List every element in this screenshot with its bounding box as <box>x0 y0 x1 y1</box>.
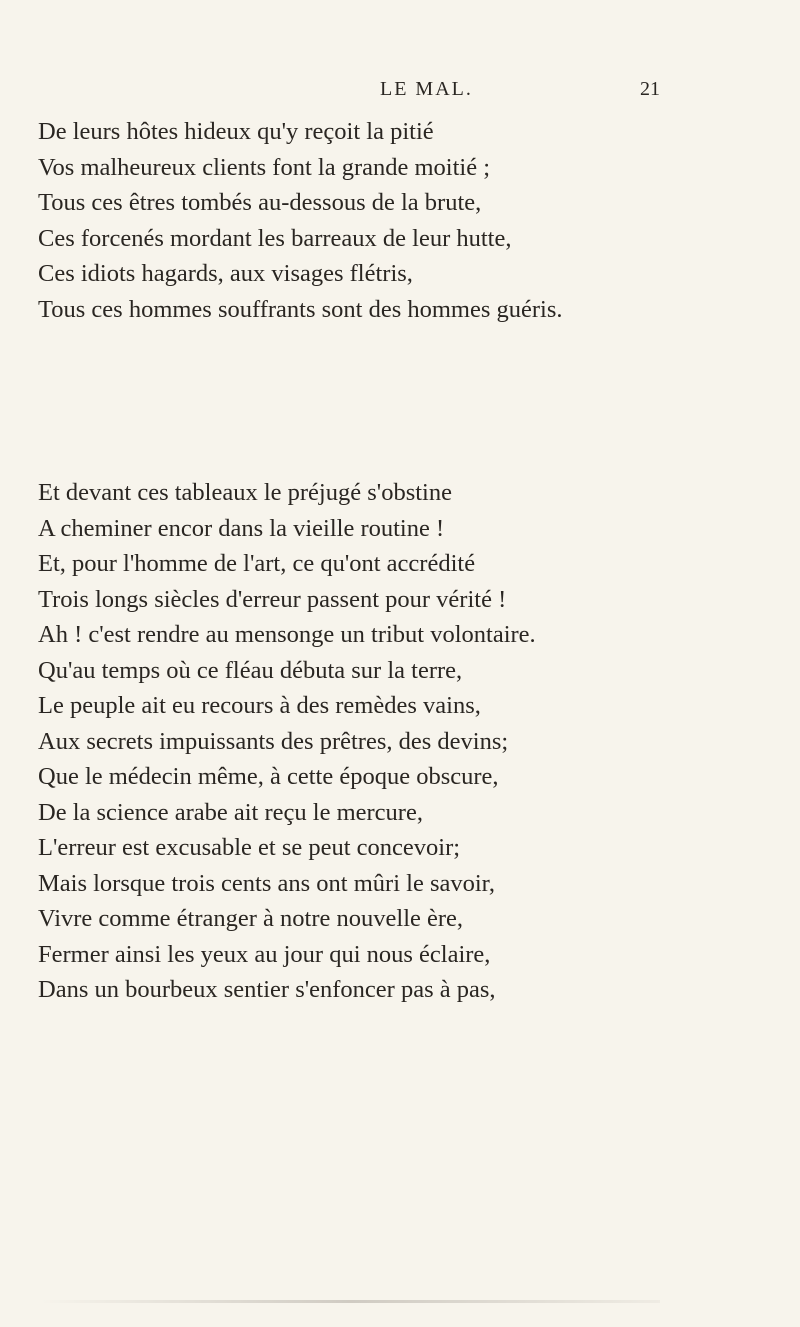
verse-line: Et devant ces tableaux le préjugé s'obstine <box>38 479 452 506</box>
verse-line: Et, pour l'homme de l'art, ce qu'ont accrédité <box>38 550 476 577</box>
verse-line: Aux secrets impuissants des prêtres, des devins; <box>38 727 509 755</box>
verse-line: Tous ces hommes souffrants sont des hommes guéris. <box>38 295 563 323</box>
verse-line: Vos malheureux clients font la grande moitié ; <box>38 153 491 181</box>
verse-line: L'erreur est excusable et se peut concevoir; <box>38 834 461 861</box>
running-title: LE MAL. <box>380 78 473 100</box>
stanza-1 <box>38 114 563 327</box>
verse-line: Qu'au temps où ce fléau débuta sur la terre, <box>38 656 463 684</box>
verse-line: Tous ces êtres tombés au-dessous de la brute, <box>38 189 482 216</box>
verse-line: Trois longs siècles d'erreur passent pour vérité ! <box>38 585 507 613</box>
page-number: 21 <box>640 78 660 100</box>
page-edge-smudge <box>40 1300 660 1303</box>
verse-line: Dans un bourbeux sentier s'enfoncer pas à pas, <box>38 976 496 1003</box>
verse-line: Fermer ainsi les yeux au jour qui nous éclaire, <box>38 940 491 968</box>
verse-line: Ah ! c'est rendre au mensonge un tribut volontaire. <box>38 621 536 648</box>
verse-line: Ces forcenés mordant les barreaux de leur hutte, <box>38 224 512 252</box>
verse-line: Vivre comme étranger à notre nouvelle ère, <box>38 905 464 932</box>
verse-line: Mais lorsque trois cents ans ont mûri le savoir, <box>38 869 495 897</box>
verse-line: Que le médecin même, à cette époque obscure, <box>38 763 499 790</box>
verse-line: De leurs hôtes hideux qu'y reçoit la pitié <box>38 118 434 145</box>
verse-line: Ces idiots hagards, aux visages flétris, <box>38 260 413 287</box>
verse-line: A cheminer encor dans la vieille routine ! <box>38 514 445 542</box>
verse-line: Le peuple ait eu recours à des remèdes vains, <box>38 692 481 719</box>
verse-line: De la science arabe ait reçu le mercure, <box>38 798 423 826</box>
stanza-2 <box>38 475 536 1008</box>
